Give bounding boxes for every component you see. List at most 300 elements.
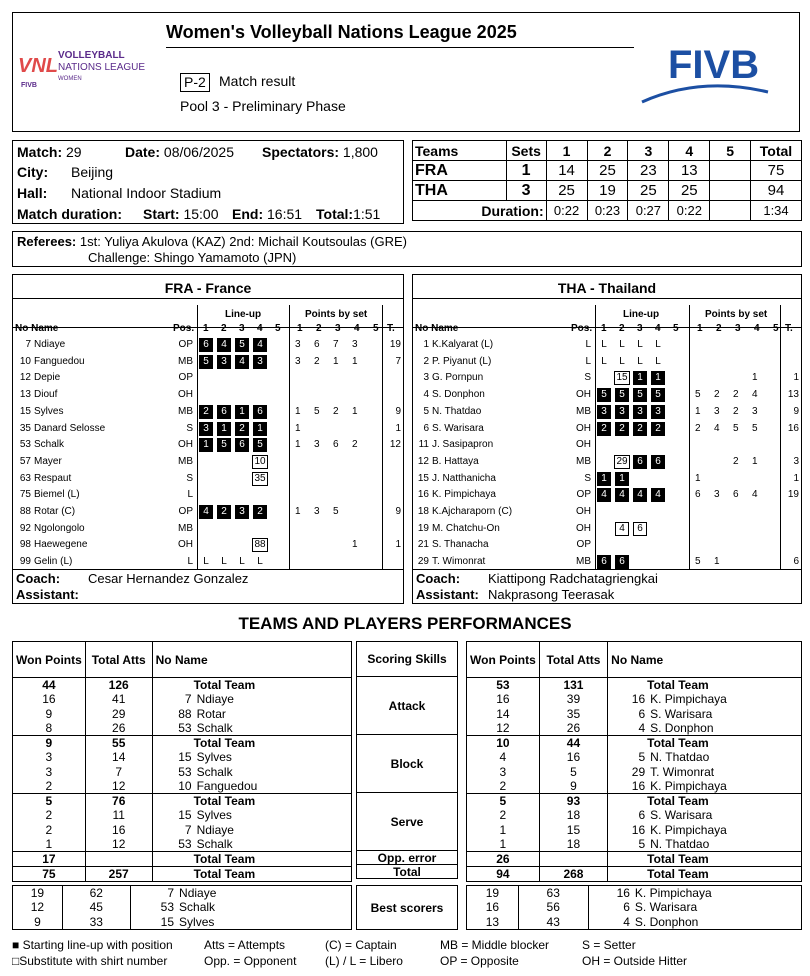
performance-row — [467, 736, 802, 751]
spectators: 1,800 — [342, 144, 378, 160]
player-number: 92 — [19, 522, 31, 534]
substitute-number: 35 — [252, 472, 268, 486]
player-name: Diouf — [34, 389, 58, 401]
lineup-set-col: 2 — [619, 323, 625, 334]
starting-position: 1 — [633, 371, 647, 385]
vnl-logo-line1: VOLLEYBALL — [58, 50, 125, 61]
player-row — [413, 454, 801, 471]
performance-header: No Name — [608, 642, 802, 678]
coach — [416, 571, 658, 586]
starting-position: 2 — [253, 505, 267, 519]
player-number: 29 — [608, 765, 647, 780]
performance-header: Total Atts — [539, 642, 607, 678]
points-header: Points by set — [305, 309, 368, 320]
starting-position: 1 — [651, 371, 665, 385]
starting-position: 3 — [217, 355, 231, 369]
total-atts: 62 — [62, 886, 130, 901]
player-name: Schalk — [176, 900, 351, 915]
score-header: Teams — [413, 141, 507, 161]
performance-row — [467, 678, 802, 693]
player-number: 3 — [423, 372, 429, 384]
substitute-number: 15 — [614, 371, 630, 385]
player-number — [152, 852, 193, 867]
player-row — [413, 504, 801, 521]
player-position: L — [187, 489, 193, 501]
total-time: 1:51 — [353, 206, 381, 222]
player-position: MB — [178, 355, 193, 367]
performance-table-tha — [466, 641, 802, 882]
player-number: 6 — [588, 900, 632, 915]
won-points: 53 — [467, 678, 540, 693]
starting-position: 5 — [633, 388, 647, 402]
player-number: 15 — [130, 915, 176, 930]
player-number: 5 — [608, 750, 647, 765]
player-name: T. Wimonrat — [647, 765, 801, 780]
player-number — [152, 736, 193, 751]
player-number: 88 — [19, 506, 31, 517]
total-atts: 257 — [85, 867, 152, 882]
player-row — [413, 421, 801, 438]
fivb-logo — [640, 40, 770, 106]
set-score: 25 — [546, 181, 587, 201]
player-number: 21 — [417, 539, 429, 551]
player-name: Total Team — [194, 678, 352, 693]
player-row — [13, 454, 403, 471]
team-code: FRA — [413, 161, 507, 181]
vnl-logo-line2: NATIONS LEAGUE — [58, 62, 146, 73]
performance-row — [467, 707, 802, 722]
performance-row — [13, 736, 352, 751]
player-number: 10 — [19, 355, 31, 367]
start-time: 15:00 — [183, 206, 219, 222]
player-position: MB — [576, 556, 591, 568]
set-points: 2 — [695, 422, 701, 434]
player-total: 9 — [395, 405, 401, 417]
starting-position: 4 — [199, 505, 213, 519]
player-number: 10 — [152, 779, 193, 794]
starting-position: 3 — [235, 505, 249, 519]
player-number: 99 — [19, 556, 31, 568]
set-score: 14 — [546, 161, 587, 181]
starting-position: 2 — [235, 422, 249, 436]
player-number: 4 — [588, 915, 632, 930]
player-row — [413, 537, 801, 554]
skill-opp-error: Opp. error — [356, 850, 458, 865]
player-number: 53 — [19, 439, 31, 451]
player-row — [13, 521, 403, 538]
total-atts: 41 — [85, 692, 152, 707]
set-points: 6 — [695, 489, 701, 501]
player-total: 16 — [787, 422, 799, 434]
points-set-col: 1 — [697, 323, 703, 334]
player-number: 7 — [152, 692, 193, 707]
referees-label: Referees: — [17, 234, 77, 249]
player-number: 2 — [423, 355, 429, 367]
player-row — [413, 487, 801, 504]
player-position: MB — [576, 455, 591, 467]
player-number — [608, 736, 647, 751]
total-atts: 26 — [539, 721, 607, 736]
player-number: 6 — [608, 808, 647, 823]
player-row — [413, 337, 801, 354]
player-number: 53 — [152, 837, 193, 852]
lineup-header: Line-up — [623, 309, 660, 320]
player-number: 29 — [417, 556, 429, 568]
lineup-set-col: 5 — [673, 323, 679, 334]
player-name: Fanguedou — [34, 355, 85, 367]
player-number: 63 — [19, 472, 31, 484]
team-title: FRA - France — [164, 280, 252, 296]
total-atts: 26 — [85, 721, 152, 736]
player-row — [13, 437, 403, 454]
set-points: 5 — [695, 556, 701, 568]
score-row-fra — [413, 161, 802, 181]
total-atts: 11 — [85, 808, 152, 823]
libero-mark: L — [655, 355, 661, 367]
starting-position: 2 — [199, 405, 213, 419]
player-number: 35 — [19, 422, 31, 434]
player-number: 7 — [152, 823, 193, 838]
won-points: 1 — [13, 837, 86, 852]
player-position: MB — [178, 522, 193, 534]
player-position: OP — [178, 506, 193, 517]
coach-label: Coach: — [16, 571, 61, 586]
player-name: Schalk — [194, 721, 352, 736]
title-divider — [166, 47, 634, 48]
match-info — [12, 140, 404, 224]
lineup-set-col: 5 — [275, 323, 281, 334]
score-header-row — [413, 141, 802, 161]
substitute-number: 4 — [615, 522, 629, 536]
starting-position: 3 — [253, 355, 267, 369]
total-atts: 76 — [85, 794, 152, 809]
player-name: K. Pimpichaya — [647, 692, 801, 707]
set-points: 3 — [295, 355, 301, 367]
performance-row — [467, 915, 802, 930]
won-points: 14 — [467, 707, 540, 722]
starting-position: 4 — [235, 355, 249, 369]
total-label: Total: — [316, 206, 354, 222]
divider — [413, 298, 801, 299]
won-points: 8 — [13, 721, 86, 736]
total-atts: 93 — [539, 794, 607, 809]
player-number — [608, 852, 647, 867]
no-name-header: No Name — [15, 323, 59, 334]
set-points: 4 — [752, 389, 758, 401]
player-name: Total Team — [647, 736, 801, 751]
performance-row — [13, 779, 352, 794]
vnl-logo — [18, 44, 168, 94]
player-name: Haewegene — [34, 539, 88, 551]
empty-square-icon: □ — [12, 954, 20, 968]
player-name: K.Kalyarat (L) — [432, 339, 494, 350]
total-atts: 16 — [539, 750, 607, 765]
player-number: 16 — [608, 692, 647, 707]
performance-row — [467, 837, 802, 852]
set-points: 5 — [333, 506, 339, 517]
set-points: 5 — [752, 422, 758, 434]
divider — [13, 298, 403, 299]
starting-position: 2 — [651, 422, 665, 436]
player-number: 11 — [418, 439, 429, 451]
won-points: 9 — [13, 707, 86, 722]
set-score — [710, 181, 751, 201]
player-name: S. Warisara — [647, 707, 801, 722]
performance-row — [467, 779, 802, 794]
team-title: THA - Thailand — [557, 280, 657, 296]
starting-position: 3 — [651, 405, 665, 419]
player-total: 7 — [395, 355, 401, 367]
points-set-col: 2 — [716, 323, 722, 334]
points-header: Points by set — [705, 309, 768, 320]
set-duration: 0:22 — [546, 201, 587, 221]
starting-position: 5 — [253, 438, 267, 452]
total-atts: 7 — [85, 765, 152, 780]
player-name: Sylves — [176, 915, 351, 930]
score-header: 2 — [587, 141, 628, 161]
city: Beijing — [71, 164, 114, 180]
spectators-label: Spectators: — [262, 144, 340, 160]
total-atts: 44 — [539, 736, 607, 751]
match-date: 08/06/2025 — [163, 144, 234, 160]
legend-mb: MB = Middle blocker — [440, 938, 550, 952]
player-number: 7 — [25, 339, 31, 350]
starting-position: 4 — [253, 338, 267, 352]
player-position: MB — [576, 405, 591, 417]
performance-table-fra — [12, 641, 352, 882]
player-number — [152, 867, 193, 882]
coach-label: Coach: — [416, 571, 461, 586]
best-scorers-tha — [466, 885, 802, 930]
performance-row — [13, 915, 352, 930]
player-position: MB — [178, 405, 193, 417]
player-row — [413, 370, 801, 387]
total-atts: 45 — [62, 900, 130, 915]
skill-attack: Attack — [356, 676, 458, 735]
player-name: Ndiaye — [194, 823, 352, 838]
player-name: Respaut — [34, 472, 72, 484]
starting-position: 4 — [651, 488, 665, 502]
player-name: Fanguedou — [194, 779, 352, 794]
won-points: 16 — [467, 692, 540, 707]
referees-line1: 1st: Yuliya Akulova (KAZ) 2nd: Michail Koutsoulas (GRE) — [79, 234, 407, 249]
lineup-set-col: 4 — [257, 323, 263, 334]
player-number: 98 — [19, 539, 31, 551]
performance-row — [467, 794, 802, 809]
won-points: 19 — [467, 886, 519, 901]
set-points: 6 — [333, 439, 339, 451]
coach-name: Kiattipong Radchatagriengkai — [488, 571, 658, 586]
set-points: 3 — [352, 339, 358, 350]
assistant — [16, 587, 79, 602]
legend-op: OP = Opposite — [440, 954, 519, 968]
total-atts: 56 — [518, 900, 588, 915]
player-number: 7 — [130, 886, 176, 901]
player-number: 53 — [152, 765, 193, 780]
player-name: P. Piyanut (L) — [432, 355, 492, 367]
set-duration: 0:23 — [587, 201, 628, 221]
player-row — [13, 370, 403, 387]
won-points: 2 — [13, 808, 86, 823]
pos-header: Pos. — [571, 323, 593, 334]
player-number: 12 — [417, 455, 429, 467]
player-number: 16 — [608, 779, 647, 794]
set-score: 23 — [628, 161, 669, 181]
player-row — [13, 471, 403, 488]
performance-row — [13, 808, 352, 823]
starting-position: 6 — [597, 555, 611, 569]
duration-label: Duration: — [413, 201, 547, 221]
player-name: Gelin (L) — [34, 556, 73, 568]
start-label: Start: — [143, 206, 180, 222]
set-points: 1 — [295, 422, 301, 434]
player-position: S — [186, 472, 193, 484]
starting-position: 4 — [633, 488, 647, 502]
lineup-set-col: 1 — [601, 323, 607, 334]
points-set-col: 3 — [735, 323, 741, 334]
player-name: Schalk — [34, 439, 65, 451]
set-score: 19 — [587, 181, 628, 201]
libero-mark: L — [601, 339, 607, 350]
player-position: S — [584, 472, 591, 484]
player-name: S. Donphon — [632, 915, 802, 930]
total-atts: 55 — [85, 736, 152, 751]
referees-line2: Challenge: Shingo Yamamoto (JPN) — [88, 250, 297, 265]
duration-label: Match duration: — [17, 206, 122, 222]
player-position: OH — [178, 539, 193, 551]
player-number: 15 — [152, 750, 193, 765]
won-points: 5 — [13, 794, 86, 809]
player-name: S. Warisara — [632, 900, 802, 915]
starting-position: 1 — [597, 472, 611, 486]
won-points: 75 — [13, 867, 86, 882]
player-position: L — [585, 355, 591, 367]
player-number — [152, 678, 193, 693]
set-score — [710, 161, 751, 181]
won-points: 16 — [467, 900, 519, 915]
player-name: Ndiaye — [194, 692, 352, 707]
set-points: 1 — [295, 439, 301, 451]
performance-row — [13, 794, 352, 809]
player-number: 5 — [423, 405, 429, 417]
score-header: 4 — [669, 141, 710, 161]
performance-row — [13, 837, 352, 852]
set-points: 2 — [714, 389, 720, 401]
player-number: 57 — [19, 455, 31, 467]
player-name: N. Thatdao — [647, 837, 801, 852]
city-label: City: — [17, 164, 49, 180]
starting-position: 4 — [597, 488, 611, 502]
player-name: S. Warisara — [432, 422, 484, 434]
player-position: L — [187, 556, 193, 568]
performance-row — [13, 707, 352, 722]
no-name-header: No Name — [415, 323, 459, 334]
player-name: Depie — [34, 372, 61, 384]
coach — [16, 571, 249, 586]
player-number: 4 — [423, 389, 429, 401]
set-points: 1 — [295, 506, 301, 517]
won-points: 10 — [467, 736, 540, 751]
player-name: Schalk — [194, 765, 352, 780]
player-name: Sylves — [194, 750, 352, 765]
won-points: 5 — [467, 794, 540, 809]
won-points: 3 — [13, 750, 86, 765]
starting-position: 6 — [651, 455, 665, 469]
performance-row — [13, 852, 352, 867]
performance-row — [467, 867, 802, 882]
points-set-col: 4 — [754, 323, 760, 334]
player-total: 6 — [793, 556, 799, 568]
player-name: Mayer — [34, 455, 62, 467]
set-points: 3 — [714, 405, 720, 417]
performance-row — [13, 692, 352, 707]
player-name: Sylves — [34, 405, 64, 417]
won-points: 12 — [467, 721, 540, 736]
total-atts: 35 — [539, 707, 607, 722]
player-row — [413, 404, 801, 421]
total-atts: 9 — [539, 779, 607, 794]
pos-header: Pos. — [173, 323, 195, 334]
set-points: 1 — [695, 405, 701, 417]
legend-oh: OH = Outside Hitter — [582, 954, 688, 968]
player-row — [413, 437, 801, 454]
set-points: 3 — [314, 506, 320, 517]
player-row — [13, 421, 403, 438]
performance-row — [467, 765, 802, 780]
legend-atts: Atts = Attempts — [204, 938, 286, 952]
scoring-skills-header: Scoring Skills — [356, 641, 458, 677]
player-name: K. Pimpichaya — [632, 886, 802, 901]
set-points: 1 — [333, 355, 339, 367]
player-row — [13, 537, 403, 554]
player-name: J. Sasipapron — [432, 439, 494, 451]
player-number — [608, 678, 647, 693]
player-name: Total Team — [194, 867, 352, 882]
player-row — [13, 337, 403, 354]
vnl-logo-tag: FIVB — [21, 82, 37, 89]
player-position: MB — [178, 455, 193, 467]
score-header: Total — [751, 141, 802, 161]
total-col-header: T. — [387, 323, 395, 334]
won-points: 12 — [13, 900, 63, 915]
performance-row — [467, 808, 802, 823]
player-name: M. Chatchu-On — [432, 522, 500, 534]
points-set-col: 5 — [373, 323, 379, 334]
player-position: S — [186, 422, 193, 434]
hall-label: Hall: — [17, 185, 48, 201]
performance-header: No Name — [152, 642, 351, 678]
won-points: 16 — [13, 692, 86, 707]
set-points: 1 — [352, 355, 358, 367]
player-name: Total Team — [647, 678, 801, 693]
player-row — [13, 487, 403, 504]
document-title: Women's Volleyball Nations League 2025 — [166, 22, 517, 42]
substitute-number: 10 — [252, 455, 268, 469]
performance-header: Won Points — [467, 642, 540, 678]
set-points: 2 — [333, 405, 339, 417]
set-points: 7 — [333, 339, 339, 350]
player-name: K. Pimpichaya — [647, 779, 801, 794]
player-row — [13, 387, 403, 404]
won-points: 2 — [467, 779, 540, 794]
player-position: OP — [576, 489, 591, 501]
player-total: 9 — [793, 405, 799, 417]
performance-row — [13, 823, 352, 838]
score-table — [412, 140, 802, 221]
lineup-header: Line-up — [225, 309, 262, 320]
player-row — [413, 521, 801, 538]
player-number: 15 — [152, 808, 193, 823]
